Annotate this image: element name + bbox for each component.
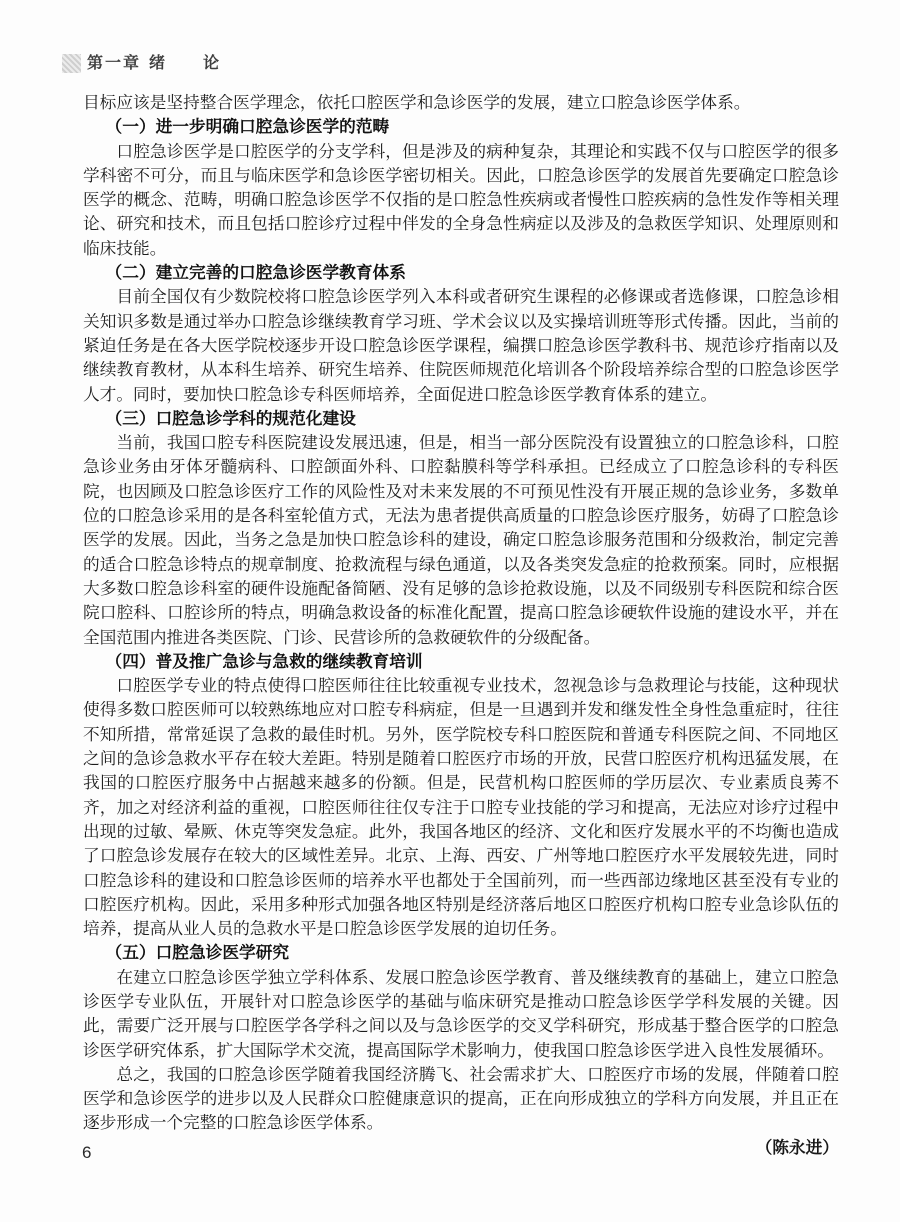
author-attribution: （陈永进） (755, 1137, 839, 1157)
section-1-paragraph: 口腔急诊医学是口腔医学的分支学科，但是涉及的病种复杂，其理论和实践不仅与口腔医学的很多学科密不可分，而且与临床医学和急诊医学密切相关。因此，口腔急诊医学的发展首先要确定口腔急诊医学的概念、范畴，明确口腔急诊医学不仅指的是口腔急性疾病或者慢性口腔疾病的急性发作等相关理论、研究和技术，而且包括口腔诊疗过程中伴发的全身急性病症以及涉及的急救医学知识、处理原则和临床技能。 (83, 141, 839, 258)
section-2-paragraph: 目前全国仅有少数院校将口腔急诊医学列入本科或者研究生课程的必修课或者选修课，口腔急诊相关知识多数是通过举办口腔急诊继续教育学习班、学术会议以及实操培训班等形式传播。因此，当前的紧迫任务是在各大医学院校逐步开设口腔急诊医学课程，编撰口腔急诊医学教科书、规范诊疗指南以及继续教育教材，从本科生培养、研究生培养、住院医师规范化培训各个阶段培养综合型的口腔急诊医学人才。同时，要加快口腔急诊专科医师培养，全面促进口腔急诊医学教育体系的建立。 (83, 287, 839, 404)
page-number: 6 (82, 1143, 92, 1162)
running-header (62, 54, 221, 73)
section-5-paragraph: 在建立口腔急诊医学独立学科体系、发展口腔急诊医学教育、普及继续教育的基础上，建立口腔急诊医学专业队伍，开展针对口腔急诊医学的基础与临床研究是推动口腔急诊医学学科发展的关键。因此，需要广泛开展与口腔医学各学科之间以及与急诊医学的交叉学科研究，形成基于整合医学的口腔急诊医学研究体系，扩大国际学术交流，提高国际学术影响力，使我国口腔急诊医学进入良性发展循环。 (83, 967, 839, 1060)
section-heading-3: （三）口腔急诊学科的规范化建设 (105, 408, 356, 428)
chapter-label: 第一章 (87, 55, 142, 72)
chapter-title: 绪 论 (149, 55, 222, 72)
section-heading-5: （五）口腔急诊医学研究 (105, 943, 290, 963)
section-heading-4: （四）普及推广急诊与急救的继续教育培训 (105, 651, 423, 671)
conclusion-paragraph: 总之，我国的口腔急诊医学随着我国经济腾飞、社会需求扩大、口腔医疗市场的发展，伴随着口腔医学和急诊医学的进步以及人民群众口腔健康意识的提高，正在向形成独立的学科方向发展，并且正在逐步形成一个完整的口腔急诊医学体系。 (83, 1064, 839, 1133)
body-text (83, 91, 839, 1160)
section-3-paragraph: 当前，我国口腔专科医院建设发展迅速，但是，相当一部分医院没有设置独立的口腔急诊科，口腔急诊业务由牙体牙髓病科、口腔颌面外科、口腔黏膜科等学科承担。已经成立了口腔急诊科的专科医院，也因顾及口腔急诊医疗工作的风险性及对未来发展的不可预见性没有开展正规的急诊业务，多数单位的口腔急诊采用的是各科室轮值方式，无法为患者提供高质量的口腔急诊医疗服务，妨碍了口腔急诊医学的发展。因此，当务之急是加快口腔急诊科的建设，确定口腔急诊服务范围和分级救治，制定完善的适合口腔急诊特点的规章制度、抢救流程与绿色通道，以及各类突发急症的抢救预案。同时，应根据大多数口腔急诊科室的硬件设施配备简陋、没有足够的急诊抢救设施，以及不同级别专科医院和综合医院口腔科、口腔诊所的特点，明确急救设备的标准化配置，提高口腔急诊硬软件设施的建设水平，并在全国范围内推进各类医院、门诊、民营诊所的急救硬软件的分级配备。 (83, 433, 839, 647)
section-4-paragraph: 口腔医学专业的特点使得口腔医师往往比较重视专业技术，忽视急诊与急救理论与技能，这种现状使得多数口腔医师可以较熟练地应对口腔专科病症，但是一旦遇到并发和继发性全身性急重症时，往往不知所措，常常延误了急救的最佳时机。另外，医学院校专科口腔医院和普通专科医院之间、不同地区之间的急诊急救水平存在较大差距。特别是随着口腔医疗市场的开放，民营口腔医疗机构迅猛发展，在我国的口腔医疗服务中占据越来越多的份额。但是，民营机构口腔医师的学历层次、专业素质良莠不齐，加之对经济利益的重视，口腔医师往往仅专注于口腔专业技能的学习和提高，无法应对诊疗过程中出现的过敏、晕厥、休克等突发急症。此外，我国各地区的经济、文化和医疗发展水平的不均衡也造成了口腔急诊发展存在较大的区域性差异。北京、上海、西安、广州等地口腔医疗水平发展较先进，同时口腔急诊科的建设和口腔急诊医师的培养水平也都处于全国前列，而一些西部边缘地区甚至没有专业的口腔医疗机构。因此，采用多种形式加强各地区特别是经济落后地区口腔医疗机构口腔专业急诊队伍的培养，提高从业人员的急救水平是口腔急诊医学发展的迫切任务。 (83, 676, 839, 939)
section-heading-1: （一）进一步明确口腔急诊医学的范畴 (105, 117, 390, 137)
intro-paragraph: 目标应该是坚持整合医学理念，依托口腔医学和急诊医学的发展，建立口腔急诊医学体系。 (83, 93, 751, 112)
chapter-marker-icon (62, 54, 81, 73)
section-heading-2: （二）建立完善的口腔急诊医学教育体系 (105, 263, 406, 283)
